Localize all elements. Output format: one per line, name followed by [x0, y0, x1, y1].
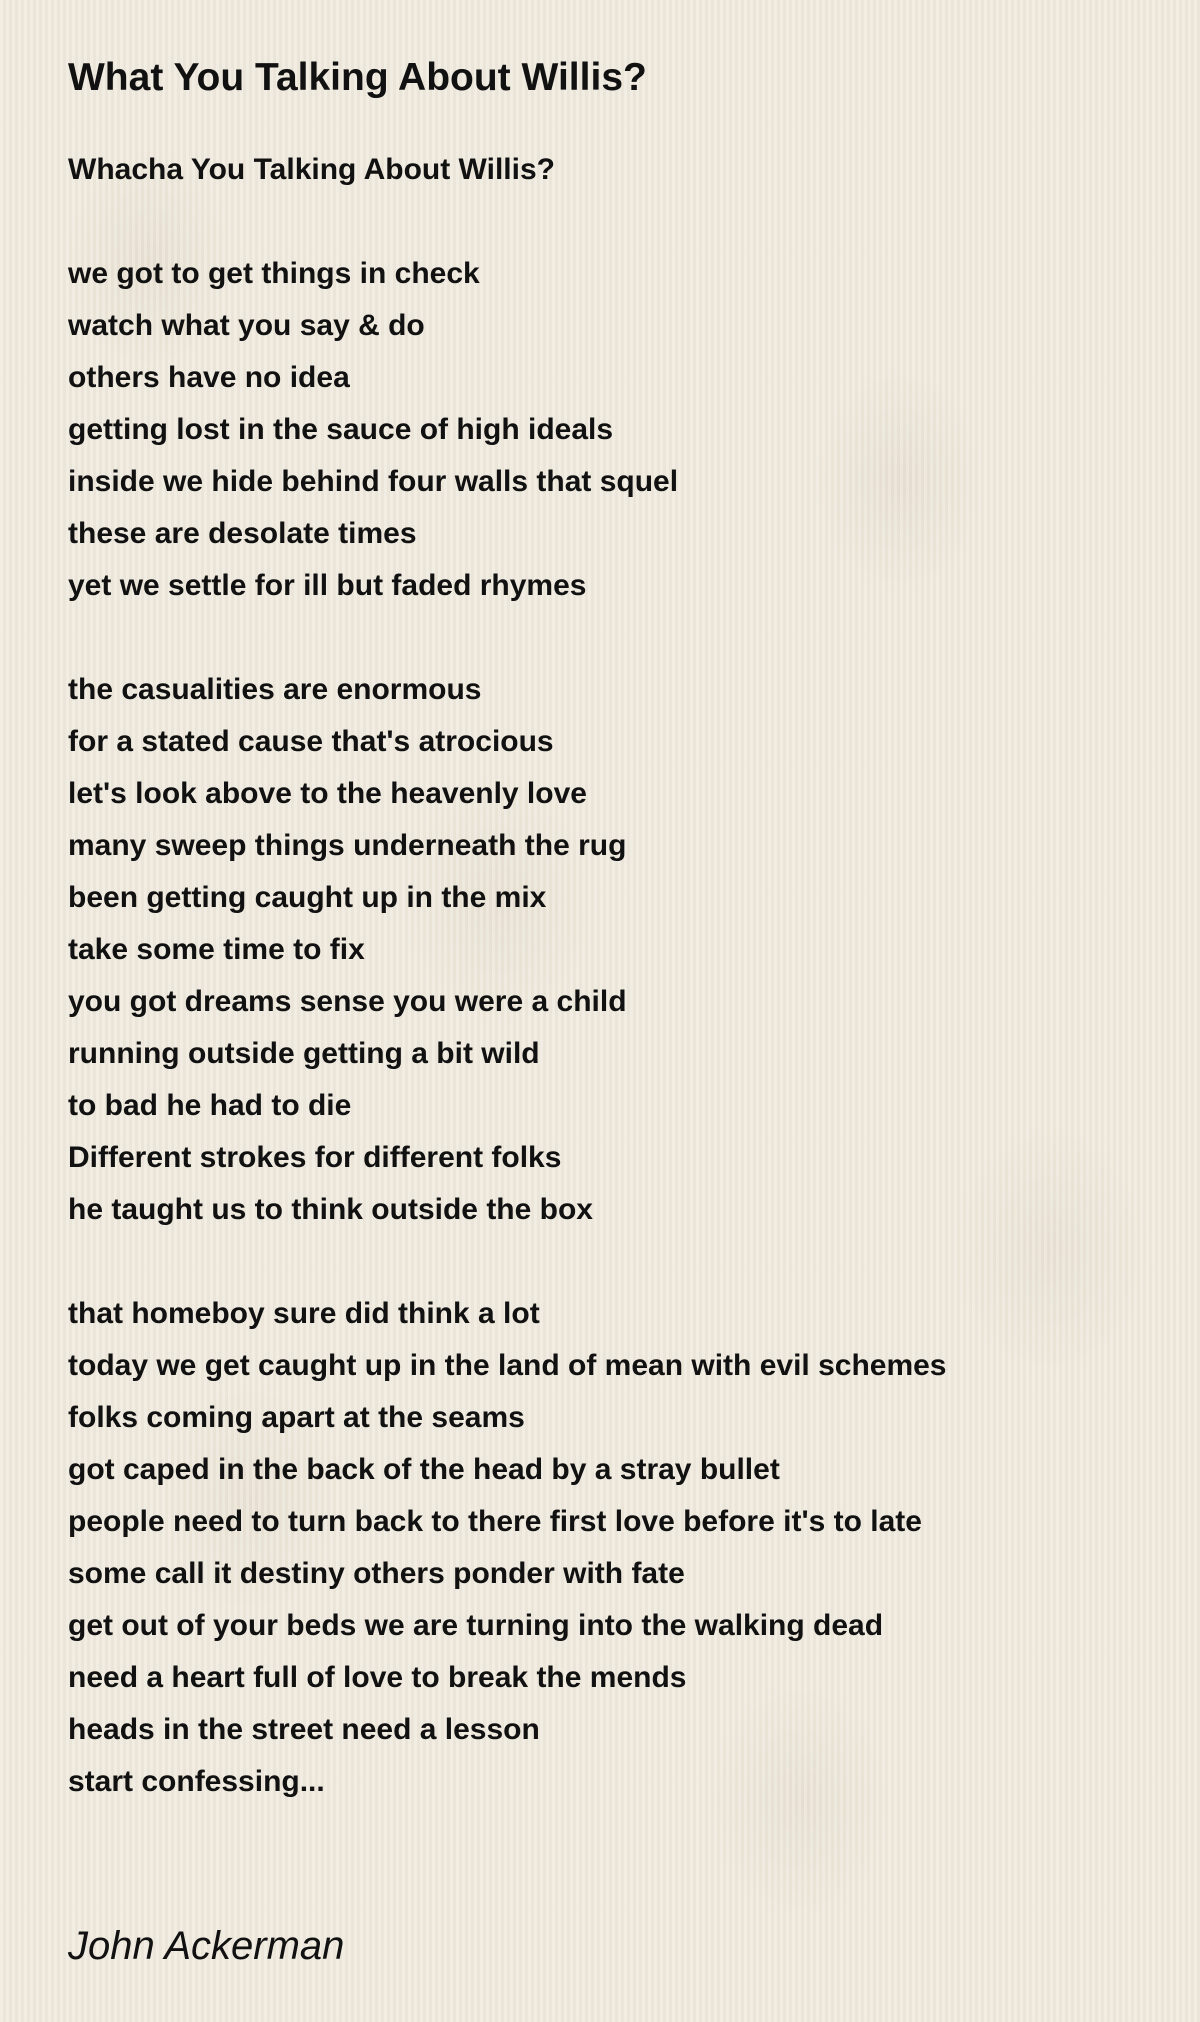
poem-line: that homeboy sure did think a lot	[68, 1297, 540, 1330]
poem-title: What You Talking About Willis?	[68, 56, 647, 99]
poem-line: for a stated cause that's atrocious	[68, 725, 554, 758]
poem-container	[68, 50, 1148, 1860]
poem-line: these are desolate times	[68, 517, 417, 550]
poem-line: heads in the street need a lesson	[68, 1713, 540, 1746]
poem-line: Different strokes for different folks	[68, 1141, 562, 1174]
poem-line: people need to turn back to there first love before it's to late	[68, 1505, 922, 1538]
poem-line: inside we hide behind four walls that squel	[68, 465, 679, 498]
poem-line: folks coming apart at the seams	[68, 1401, 525, 1434]
poem-line: got caped in the back of the head by a stray bullet	[68, 1453, 780, 1486]
poem-line: some call it destiny others ponder with fate	[68, 1557, 685, 1590]
poem-body	[68, 248, 1148, 1808]
poem-line: been getting caught up in the mix	[68, 881, 547, 914]
stanza-3	[68, 1288, 1148, 1808]
poem-line: watch what you say & do	[68, 309, 425, 342]
poem-line: we got to get things in check	[68, 257, 480, 290]
stanza-1	[68, 248, 1148, 612]
poem-line: to bad he had to die	[68, 1089, 352, 1122]
poem-line: take some time to fix	[68, 933, 365, 966]
poem-line: getting lost in the sauce of high ideals	[68, 413, 614, 446]
poem-line: you got dreams sense you were a child	[68, 985, 627, 1018]
poem-line: today we get caught up in the land of mean with evil schemes	[68, 1349, 947, 1382]
poem-line: start confessing...	[68, 1765, 325, 1798]
poem-line: need a heart full of love to break the mends	[68, 1661, 687, 1694]
poem-line: let's look above to the heavenly love	[68, 777, 587, 810]
stanza-2	[68, 664, 1148, 1236]
poem-line: running outside getting a bit wild	[68, 1037, 540, 1070]
poem-line: the casualities are enormous	[68, 673, 482, 706]
poem-author: John Ackerman	[68, 1924, 345, 1968]
poem-line: others have no idea	[68, 361, 350, 394]
poem-line: yet we settle for ill but faded rhymes	[68, 569, 587, 602]
poem-subtitle: Whacha You Talking About Willis?	[68, 153, 555, 186]
poem-line: many sweep things underneath the rug	[68, 829, 627, 862]
poem-line: get out of your beds we are turning into the walking dead	[68, 1609, 884, 1642]
poem-line: he taught us to think outside the box	[68, 1193, 593, 1226]
